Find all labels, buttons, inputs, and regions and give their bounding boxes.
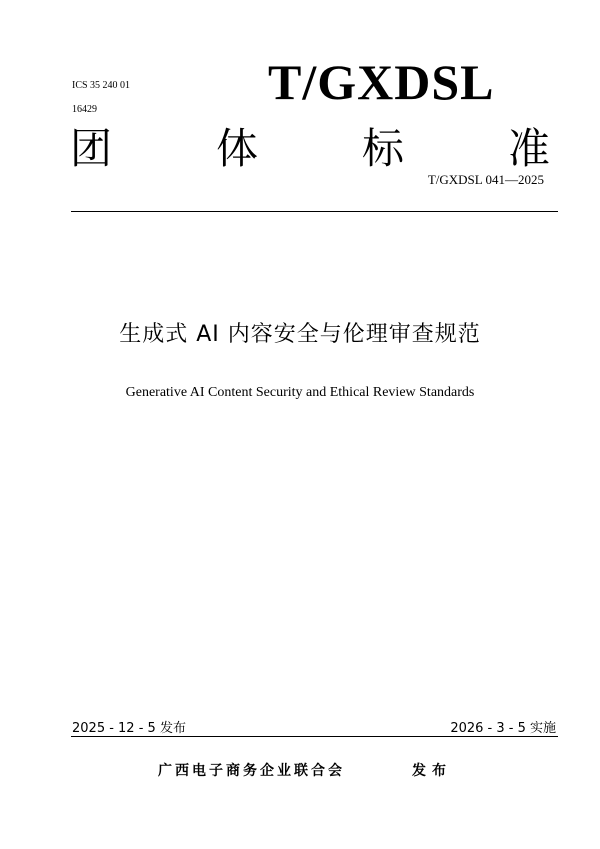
implementation-date: 2026 - 3 - 5 实施 [450, 721, 556, 736]
organization-code: T/GXDSL [268, 54, 495, 110]
ccs-code: 16429 [72, 104, 97, 115]
header-divider [71, 211, 558, 212]
document-title-english: Generative AI Content Security and Ethical Review Standards [125, 385, 475, 400]
standard-type-char: 体 [215, 124, 258, 173]
publisher-name: 广西电子商务企业联合会 [158, 763, 345, 779]
document-title-chinese: 生成式 AI 内容安全与伦理审查规范 [119, 322, 481, 347]
standard-type [70, 126, 550, 172]
standard-type-char: 团 [70, 124, 113, 173]
footer-divider [71, 736, 558, 737]
publish-date: 2025 - 12 - 5 发布 [72, 721, 186, 736]
ics-code: ICS 35 240 01 [72, 80, 131, 91]
standard-type-char: 标 [361, 124, 404, 173]
standard-type-char: 准 [507, 124, 550, 173]
standard-number: T/GXDSL 041—2025 [427, 172, 544, 187]
publish-label: 发布 [412, 763, 452, 779]
